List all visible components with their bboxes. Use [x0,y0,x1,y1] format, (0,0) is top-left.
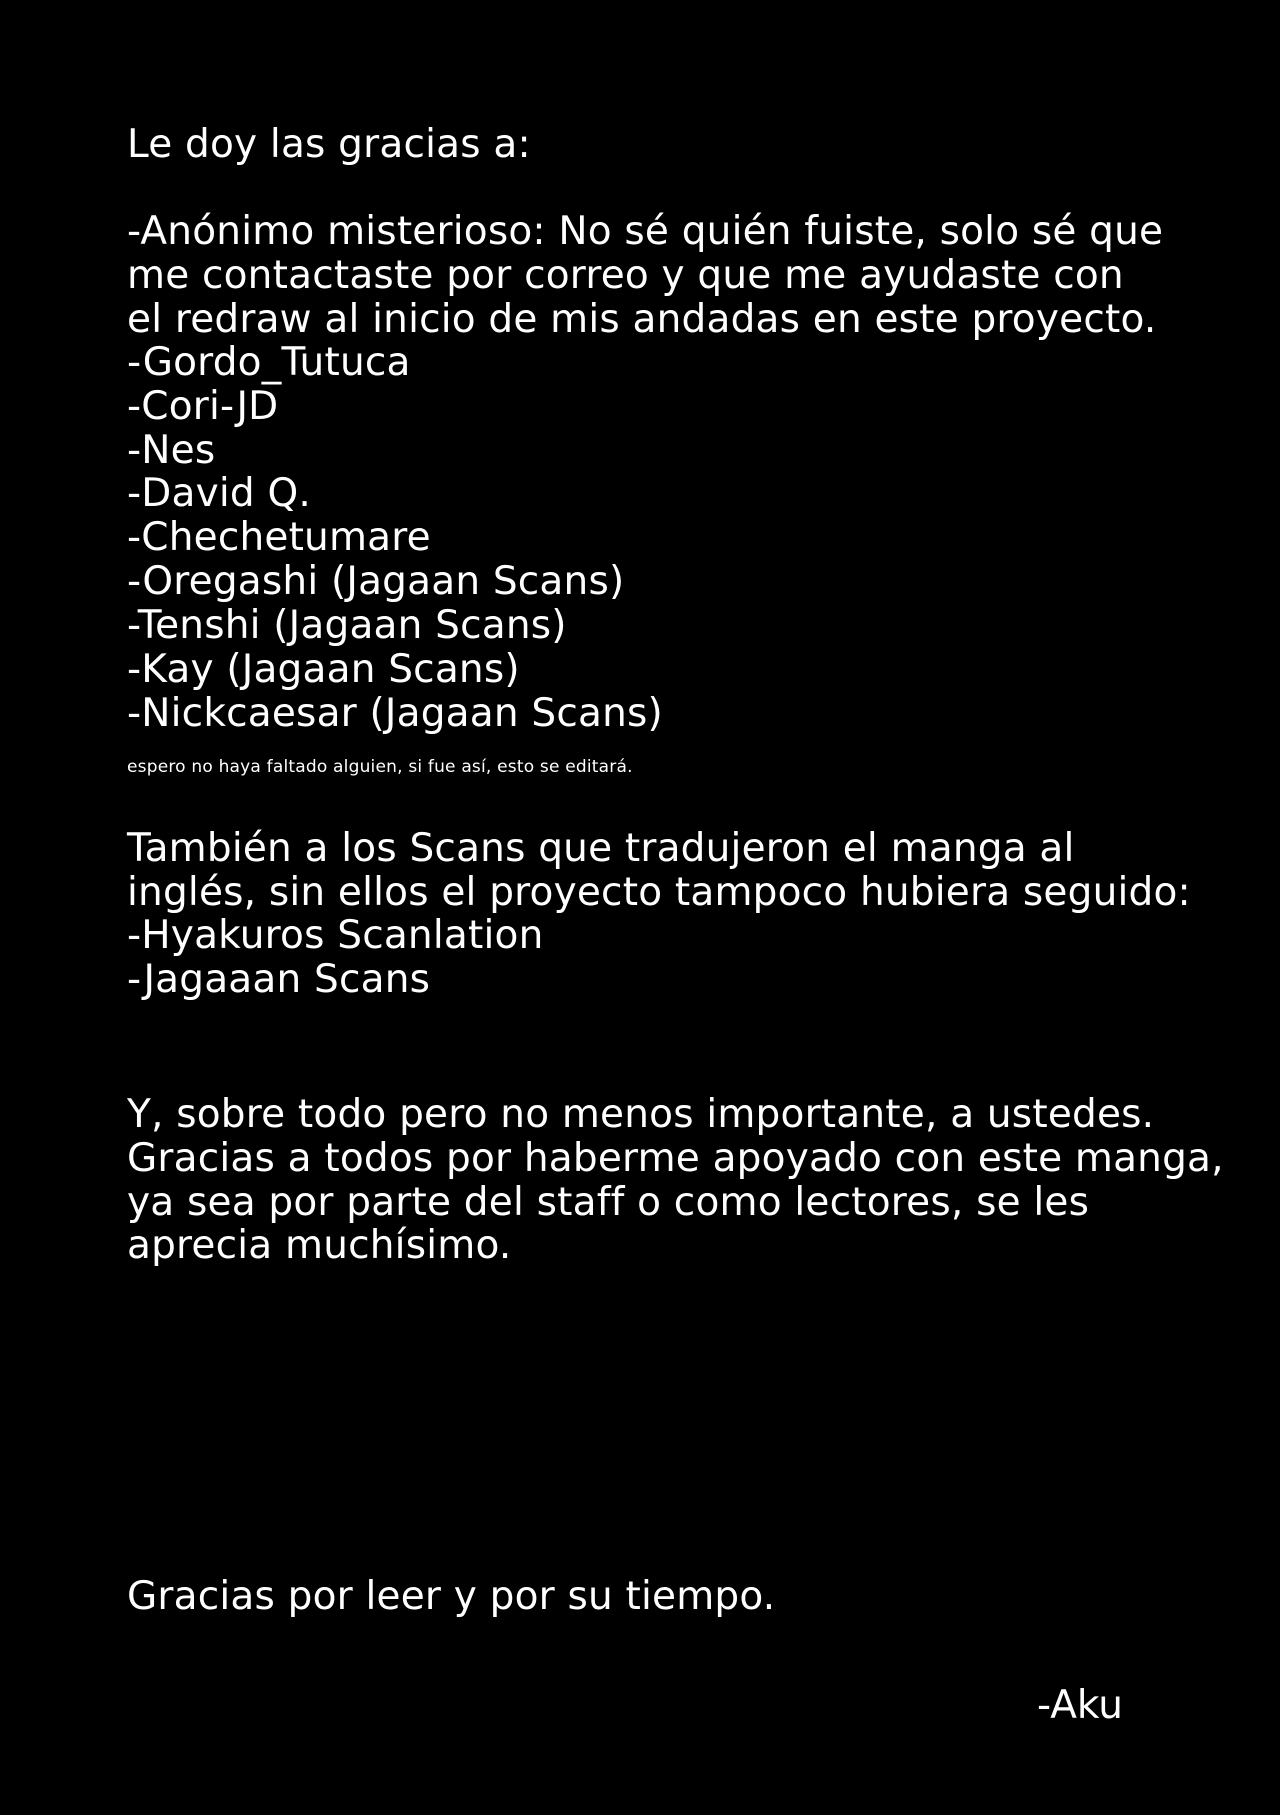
name-oregashi: -Oregashi (Jagaan Scans) [127,559,625,604]
scan-hyakuros: -Hyakuros Scanlation [127,913,544,958]
thanks-title: Le doy las gracias a: [127,122,531,167]
scan-jagaaan: -Jagaaan Scans [127,957,431,1002]
name-chechetumare: -Chechetumare [127,515,431,560]
name-kay: -Kay (Jagaan Scans) [127,647,520,692]
name-cori-jd: -Cori-JD [127,384,279,429]
name-nickcaesar: -Nickcaesar (Jagaan Scans) [127,691,663,736]
scans-intro-line-2: inglés, sin ellos el proyecto tampoco hubiera seguido: [127,870,1191,915]
small-note: espero no haya faltado alguien, si fue así, esto se editará. [127,757,633,777]
readers-line-2: Gracias a todos por haberme apoyado con este manga, [127,1136,1224,1181]
signature: -Aku [1037,1683,1123,1728]
name-nes: -Nes [127,428,216,473]
readers-line-3: ya sea por parte del staff o como lectores, se les [127,1180,1090,1225]
name-gordo-tutuca: -Gordo_Tutuca [127,340,411,385]
anonymous-line-3: el redraw al inicio de mis andadas en este proyecto. [127,297,1157,342]
anonymous-line-1: -Anónimo misterioso: No sé quién fuiste, solo sé que [127,209,1164,254]
closing-message: Gracias por leer y por su tiempo. [127,1574,776,1619]
scans-intro-line-1: También a los Scans que tradujeron el manga al [127,826,1075,871]
readers-line-4: aprecia muchísimo. [127,1223,512,1268]
name-tenshi: -Tenshi (Jagaan Scans) [127,603,567,648]
name-david-q: -David Q. [127,471,311,516]
readers-line-1: Y, sobre todo pero no menos importante, a ustedes. [127,1092,1155,1137]
anonymous-line-2: me contactaste por correo y que me ayudaste con [127,253,1124,298]
